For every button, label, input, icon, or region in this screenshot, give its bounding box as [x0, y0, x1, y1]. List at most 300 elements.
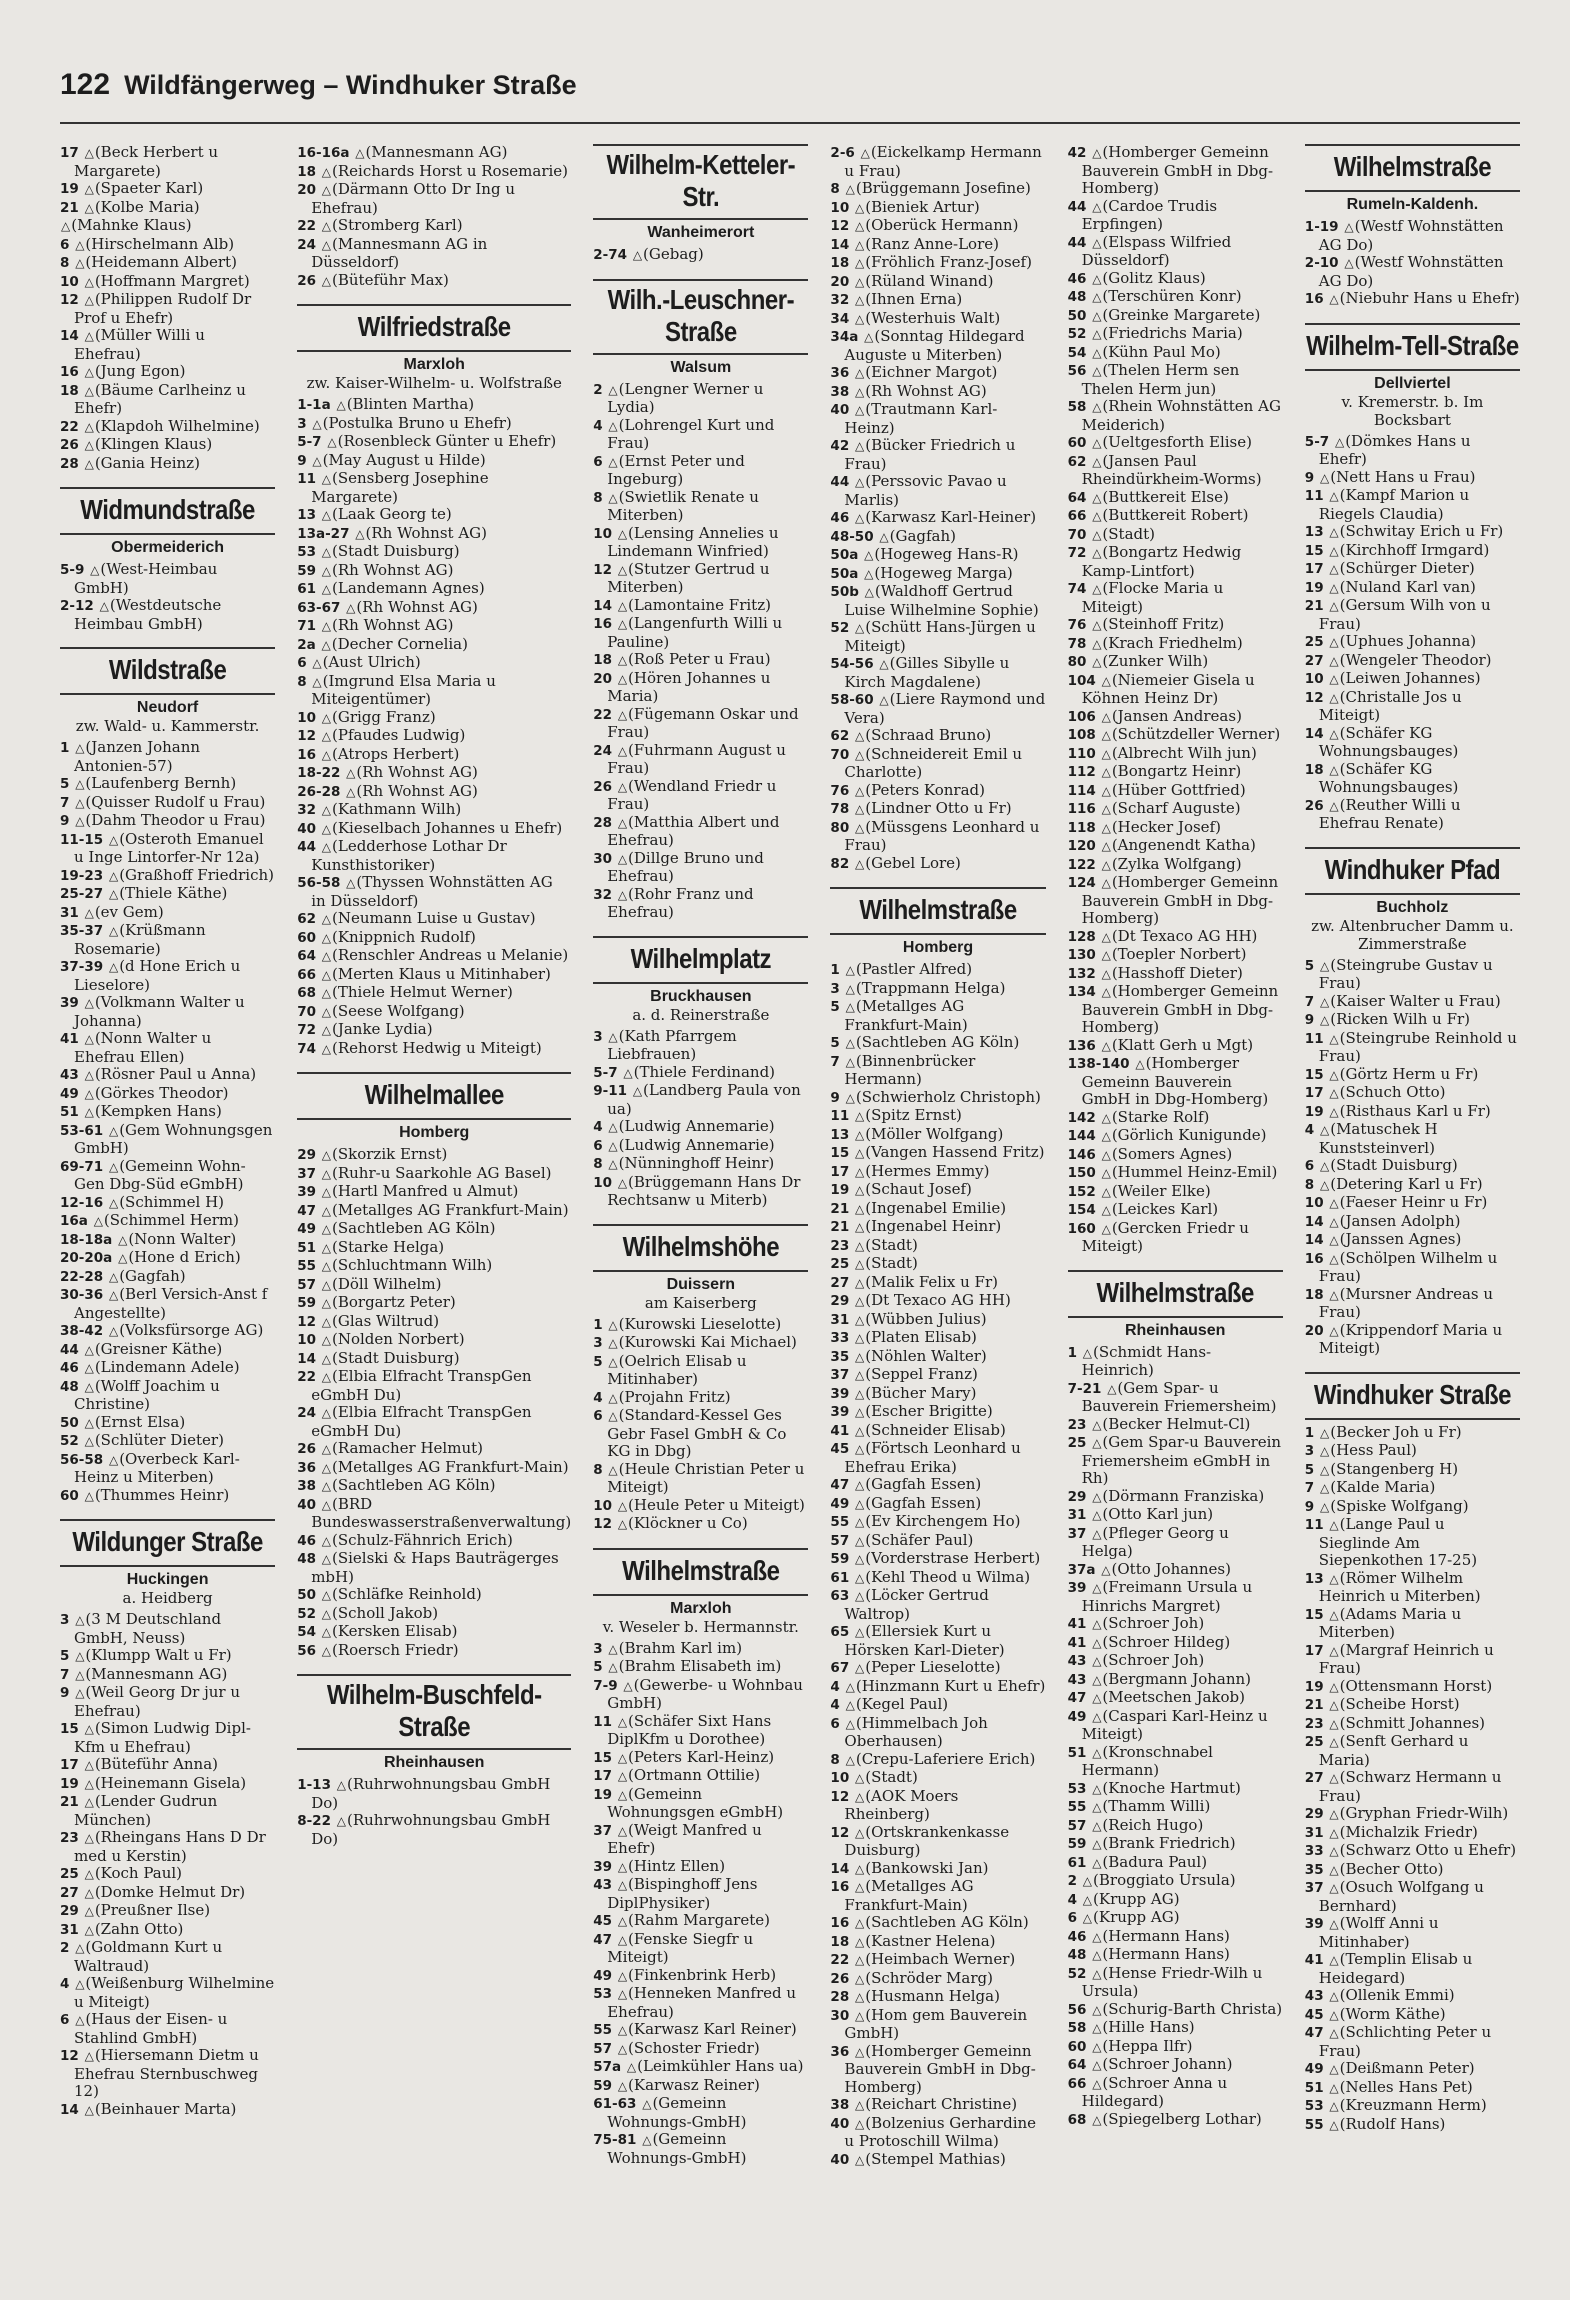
- house-number: 29: [297, 1147, 316, 1163]
- owner-name: (Schroer Hildeg): [1102, 1632, 1231, 1651]
- list-item: [297, 525, 571, 544]
- house-number: 10: [593, 525, 613, 542]
- owner-name: (Roersch Friedr): [332, 1640, 459, 1659]
- house-number: 2: [593, 381, 603, 398]
- owner-triangle-icon: △: [617, 1859, 628, 1874]
- house-number: 60: [1067, 2038, 1087, 2055]
- list-item: [830, 980, 1045, 999]
- owner-name: (Perssovic Pavao u Marlis): [844, 472, 1007, 509]
- street-name: Wilhelmplatz: [630, 943, 772, 975]
- owner-name: (Bücker Friedrich u Frau): [844, 436, 1016, 473]
- section-rule: [297, 1072, 571, 1074]
- street-name: Wilh.-Leuschner-Straße: [607, 284, 795, 348]
- owner-name: (Senft Gerhard u Maria): [1318, 1732, 1469, 1769]
- section-rule: [1305, 323, 1520, 325]
- owner-triangle-icon: △: [1329, 580, 1339, 595]
- owner-triangle-icon: △: [84, 182, 94, 196]
- list-item: [830, 1126, 1045, 1145]
- list-item: [297, 470, 571, 506]
- house-number: 75-81: [593, 2132, 637, 2148]
- list-item: [593, 1497, 808, 1516]
- section-rule: [1305, 369, 1520, 371]
- owner-triangle-icon: △: [1329, 635, 1339, 649]
- owner-name: (Osuch Wolfgang u Bernhard): [1318, 1878, 1484, 1915]
- list-item: [60, 922, 275, 958]
- owner-name: (Janke Lydia): [332, 1020, 433, 1038]
- list-item: [830, 1440, 1045, 1476]
- list-item: [60, 794, 275, 813]
- owner-triangle-icon: △: [75, 777, 85, 791]
- owner-name: (Gebel Lore): [865, 853, 961, 872]
- owner-triangle-icon: △: [321, 1533, 331, 1548]
- owner-triangle-icon: △: [608, 382, 618, 397]
- street-section: [60, 1519, 275, 2119]
- house-number: 29: [60, 1903, 79, 1919]
- owner-triangle-icon: △: [321, 986, 331, 1000]
- house-number: 50a: [830, 547, 859, 563]
- street-range: zw. Kaiser-Wilhelm- u. Wolfstraße: [306, 374, 562, 392]
- list-item: [1068, 1037, 1283, 1056]
- house-number: 6: [60, 2012, 70, 2028]
- owner-name: (Ricken Wilh u Fr): [1330, 1010, 1470, 1028]
- owner-triangle-icon: △: [84, 1758, 94, 1772]
- list-item: [830, 565, 1045, 584]
- house-number: 55: [297, 1258, 316, 1274]
- owner-triangle-icon: △: [1092, 327, 1102, 341]
- owner-triangle-icon: △: [1092, 146, 1102, 160]
- house-number: 14: [1304, 1232, 1324, 1248]
- list-item: [1305, 1805, 1520, 1824]
- owner-name: (Caspari Karl-Heinz u Miteigt): [1081, 1706, 1268, 1743]
- owner-name: (Michalzik Friedr): [1339, 1822, 1478, 1841]
- list-item: [1068, 453, 1283, 489]
- owner-name: (Schützdeller Werner): [1111, 725, 1281, 743]
- owner-name: (Skorzik Ernst): [332, 1145, 448, 1163]
- list-item: [1068, 325, 1283, 344]
- owner-triangle-icon: △: [855, 1771, 865, 1785]
- owner-name: (Eichner Margot): [865, 363, 998, 381]
- list-item: [60, 1212, 275, 1231]
- owner-triangle-icon: △: [84, 329, 94, 343]
- list-item: [830, 1053, 1045, 1089]
- owner-name: (Heule Peter u Miteigt): [628, 1495, 805, 1514]
- list-item: [1068, 1146, 1283, 1165]
- street-section: [1305, 1372, 1520, 2135]
- list-item: [830, 782, 1045, 801]
- owner-name: (Templin Elisab u Heidegard): [1318, 1950, 1473, 1987]
- owner-name: (Reichart Christine): [865, 2095, 1018, 2113]
- owner-triangle-icon: △: [1101, 1166, 1111, 1180]
- list-item: [297, 1220, 571, 1239]
- owner-name: (Oelrich Elisab u Mitinhaber): [607, 1351, 747, 1388]
- house-number: 52: [1067, 1965, 1087, 1982]
- owner-name: (Karwasz Karl Reiner): [628, 2020, 797, 2038]
- owner-triangle-icon: △: [321, 164, 331, 179]
- owner-name: (Wolff Joachim u Christine): [74, 1376, 220, 1413]
- house-number: 78: [1067, 635, 1087, 652]
- house-number: 9: [1304, 1012, 1315, 1028]
- owner-triangle-icon: △: [84, 1922, 94, 1937]
- list-item: [1305, 2079, 1520, 2098]
- section-rule: [593, 982, 808, 984]
- owner-triangle-icon: △: [321, 967, 331, 982]
- house-number: 27: [1304, 1770, 1324, 1786]
- house-number: 18-18a: [60, 1231, 113, 1248]
- house-number: 120: [1067, 838, 1096, 854]
- list-item: [60, 254, 275, 273]
- list-item: [1305, 1606, 1520, 1642]
- owner-triangle-icon: △: [845, 963, 855, 977]
- list-item: [830, 1550, 1045, 1569]
- list-item: [830, 1422, 1045, 1441]
- owner-triangle-icon: △: [1092, 364, 1102, 378]
- list-item: [1068, 270, 1283, 289]
- street-range: v. Weseler b. Hermannstr.: [602, 1617, 799, 1636]
- owner-name: (Hecker Josef): [1111, 817, 1221, 836]
- list-item: [1068, 819, 1283, 838]
- house-number: 46: [60, 1360, 79, 1376]
- owner-name: (Schurig-Barth Christa): [1102, 1999, 1283, 2018]
- list-item: [830, 1860, 1045, 1879]
- owner-triangle-icon: △: [617, 598, 628, 613]
- owner-name: (Flocke Maria u Miteigt): [1081, 579, 1224, 616]
- owner-triangle-icon: △: [855, 1405, 865, 1419]
- house-number: 16: [1304, 1250, 1324, 1267]
- list-item: [1305, 633, 1520, 652]
- list-item: [1068, 2019, 1283, 2038]
- directory-column: [60, 140, 275, 2290]
- house-number: 7-21: [1067, 1380, 1102, 1397]
- list-item: [1305, 1987, 1520, 2006]
- house-number: 39: [830, 1385, 850, 1402]
- owner-name: (Standard-Kessel Ges Gebr Fasel GmbH & Co KG in Dbg): [607, 1406, 787, 1460]
- owner-triangle-icon: △: [617, 743, 628, 758]
- owner-triangle-icon: △: [1092, 1508, 1102, 1522]
- owner-triangle-icon: △: [93, 1214, 103, 1228]
- house-number: 59: [297, 562, 316, 579]
- list-item: [593, 1713, 808, 1749]
- owner-name: (Mannesmann AG): [85, 1664, 228, 1683]
- district-name: Rheinhausen: [383, 1754, 485, 1771]
- list-item: [297, 1623, 571, 1642]
- owner-triangle-icon: △: [84, 1722, 94, 1736]
- owner-name: (Hinzmann Kurt u Ehefr): [855, 1676, 1046, 1695]
- owner-name: (Crepu-Laferiere Erich): [855, 1749, 1036, 1768]
- owner-triangle-icon: △: [1092, 2076, 1102, 2091]
- house-number: 28: [593, 814, 613, 831]
- house-number: 80: [1067, 654, 1087, 670]
- list-item: [593, 886, 808, 922]
- house-number: 3: [593, 1028, 603, 1045]
- owner-triangle-icon: △: [336, 398, 346, 412]
- list-item: [1068, 2111, 1283, 2130]
- owner-triangle-icon: △: [84, 1379, 94, 1394]
- owner-name: (Elbia Elfracht TranspGen eGmbH Du): [311, 1403, 532, 1440]
- owner-name: (Spaeter Karl): [94, 179, 204, 197]
- owner-name: (Schlüter Dieter): [94, 1431, 224, 1449]
- house-number: 26: [593, 778, 613, 795]
- owner-triangle-icon: △: [855, 1934, 865, 1949]
- owner-name: (Krach Friedhelm): [1102, 633, 1243, 652]
- list-item: [593, 1064, 808, 1083]
- house-number: 53-61: [60, 1122, 104, 1139]
- section-rule: [1305, 1418, 1520, 1420]
- owner-triangle-icon: △: [321, 1497, 331, 1512]
- section-rule: [60, 1565, 275, 1567]
- owner-name: (Müssgens Leonhard u Frau): [844, 817, 1040, 854]
- list-item: [60, 1666, 275, 1685]
- owner-triangle-icon: △: [864, 585, 874, 599]
- list-item: [297, 506, 571, 525]
- house-number: 1: [60, 740, 70, 756]
- house-number: 8: [830, 1751, 840, 1768]
- list-item: [297, 1040, 571, 1059]
- owner-name: (Mannesmann AG in Düsseldorf): [311, 234, 488, 271]
- owner-name: (Neumann Luise u Gustav): [332, 909, 536, 927]
- house-number: 57: [1067, 1817, 1087, 1834]
- house-number: 42: [1067, 145, 1087, 161]
- owner-name: (Metallges AG Frankfurt-Main): [332, 1200, 569, 1219]
- list-item: [593, 561, 808, 597]
- owner-triangle-icon: △: [1101, 673, 1111, 688]
- list-item: [297, 1532, 571, 1551]
- owner-triangle-icon: △: [608, 1462, 618, 1477]
- list-item: [1068, 198, 1283, 234]
- list-item: [830, 1678, 1045, 1697]
- owner-name: (Toepler Norbert): [1111, 945, 1247, 963]
- owner-name: (Döll Wilhelm): [332, 1274, 442, 1293]
- owner-triangle-icon: △: [617, 1787, 628, 1802]
- owner-name: (Volksfürsorge AG): [119, 1321, 264, 1339]
- house-number: 38: [297, 1478, 316, 1494]
- list-item: [1068, 1220, 1283, 1256]
- owner-name: (Worm Käthe): [1339, 2004, 1446, 2023]
- house-number: 61: [297, 581, 316, 597]
- owner-name: (Bergmann Johann): [1102, 1669, 1252, 1688]
- owner-triangle-icon: △: [1092, 1966, 1102, 1981]
- owner-name: (Schaut Josef): [865, 1180, 972, 1198]
- house-number: 3: [297, 415, 307, 432]
- list-item: [60, 1268, 275, 1287]
- owner-name: (Kronschnabel Hermann): [1081, 1742, 1213, 1779]
- list-item: [297, 709, 571, 728]
- house-number: 40: [830, 402, 850, 418]
- house-number: 43: [593, 1877, 613, 1893]
- house-number: 39: [1304, 1916, 1324, 1932]
- owner-name: (Ludwig Annemarie): [618, 1135, 775, 1154]
- list-item: [593, 2131, 808, 2167]
- house-number: 57: [297, 1276, 316, 1293]
- owner-triangle-icon: △: [855, 1164, 865, 1179]
- owner-name: (Dörmann Franziska): [1102, 1486, 1265, 1505]
- owner-name: (Becher Otto): [1339, 1859, 1444, 1878]
- list-item: [1068, 1946, 1283, 1965]
- list-item: [1305, 761, 1520, 797]
- owner-name: (Laufenberg Bernh): [85, 774, 237, 792]
- house-number: 59: [297, 1295, 316, 1311]
- owner-name: (Broggiato Ursula): [1093, 1871, 1236, 1889]
- house-number: 6: [593, 1408, 603, 1424]
- street-name: Wilfriedstraße: [357, 311, 511, 343]
- owner-triangle-icon: △: [617, 851, 628, 866]
- house-number: 22: [297, 218, 316, 234]
- owner-triangle-icon: △: [855, 1349, 865, 1364]
- list-item: [830, 583, 1045, 619]
- owner-name: (Stadt): [865, 1235, 918, 1254]
- owner-triangle-icon: △: [346, 766, 356, 780]
- owner-triangle-icon: △: [855, 1533, 865, 1548]
- owner-name: (Ev Kirchengem Ho): [865, 1512, 1021, 1530]
- house-number: 59: [830, 1551, 850, 1567]
- owner-name: (Greisner Käthe): [94, 1339, 223, 1358]
- owner-triangle-icon: △: [321, 1606, 331, 1621]
- list-item: [830, 180, 1045, 199]
- owner-name: (Gilles Sibylle u Kirch Magdalene): [844, 654, 1010, 691]
- owner-triangle-icon: △: [1101, 1038, 1111, 1053]
- house-number: 22: [593, 706, 613, 723]
- list-item: [830, 1769, 1045, 1788]
- owner-name: (Ruhr-u Saarkohle AG Basel): [332, 1163, 552, 1182]
- owner-triangle-icon: △: [855, 1971, 865, 1986]
- owner-name: (Uphues Johanna): [1339, 632, 1477, 650]
- owner-triangle-icon: △: [75, 795, 85, 810]
- house-number: 18: [593, 652, 613, 668]
- list-item: [1305, 1103, 1520, 1122]
- owner-name: (Ingenabel Heinr): [865, 1217, 1002, 1235]
- owner-triangle-icon: △: [617, 617, 628, 631]
- owner-name: (Spiske Wolfgang): [1330, 1496, 1469, 1515]
- list-item: [1068, 1671, 1283, 1690]
- list-item: [1068, 745, 1283, 764]
- house-number: 5: [830, 999, 840, 1015]
- list-item: [297, 1276, 571, 1295]
- owner-triangle-icon: △: [61, 219, 71, 233]
- owner-triangle-icon: △: [355, 526, 365, 541]
- list-item: [830, 1933, 1045, 1952]
- house-number: 25: [1067, 1435, 1087, 1451]
- street-section: [1068, 1270, 1283, 2130]
- owner-triangle-icon: △: [617, 1769, 628, 1783]
- list-item: [297, 181, 571, 217]
- owner-name: (Swietlik Renate u Miterben): [607, 487, 759, 524]
- street-range: v. Kremerstr. b. Im Bocksbart: [1341, 392, 1484, 429]
- owner-triangle-icon: △: [346, 876, 356, 890]
- owner-name: (Ludwig Annemarie): [618, 1117, 775, 1135]
- house-number: 38: [830, 383, 850, 400]
- owner-triangle-icon: △: [1092, 1526, 1102, 1541]
- owner-name: (ev Gem): [94, 902, 164, 921]
- house-number: 122: [1067, 856, 1096, 873]
- list-item: [297, 966, 571, 985]
- owner-name: (Stadt Duisburg): [1330, 1156, 1458, 1174]
- owner-triangle-icon: △: [99, 599, 109, 613]
- owner-triangle-icon: △: [642, 2097, 652, 2111]
- house-number: 4: [593, 1119, 603, 1135]
- house-number: 31: [60, 904, 79, 921]
- street-section: [60, 487, 275, 633]
- list-item: [1305, 725, 1520, 761]
- owner-triangle-icon: △: [1092, 1489, 1102, 1504]
- owner-triangle-icon: △: [855, 802, 865, 816]
- owner-name: (Kurowski Kai Michael): [618, 1333, 797, 1351]
- house-number: 20: [1304, 1322, 1324, 1339]
- owner-triangle-icon: △: [1329, 2007, 1339, 2022]
- house-number: 5: [60, 1648, 70, 1664]
- list-item: [1305, 1479, 1520, 1498]
- owner-name: (Overbeck Karl-Heinz u Miterben): [74, 1449, 240, 1486]
- owner-name: (Hom gem Bauverein GmbH): [844, 2005, 1028, 2042]
- owner-name: (Karwasz Karl-Heiner): [865, 508, 1037, 526]
- house-number: 49: [1067, 1708, 1087, 1725]
- list-item: [593, 814, 808, 850]
- owner-triangle-icon: △: [321, 545, 331, 559]
- owner-name: (Rh Wohnst AG): [356, 597, 478, 616]
- owner-triangle-icon: △: [1319, 1462, 1330, 1477]
- owner-name: (Meetschen Jakob): [1102, 1688, 1246, 1706]
- owner-name: (Hummel Heinz-Emil): [1111, 1163, 1278, 1181]
- owner-triangle-icon: △: [845, 1679, 855, 1694]
- owner-triangle-icon: △: [1101, 709, 1111, 724]
- list-item: [830, 2096, 1045, 2115]
- house-number: 66: [297, 966, 316, 983]
- house-number: 22: [830, 1952, 850, 1968]
- owner-name: (Schäfer KG Wohnungsbauges): [1318, 723, 1459, 760]
- section-rule: [60, 1519, 275, 1521]
- house-number: 21: [1304, 598, 1324, 614]
- owner-name: (Brüggemann Hans Dr Rechtsanw u Miterb): [607, 1172, 801, 1209]
- list-item: [1068, 526, 1283, 545]
- house-number: 13: [830, 1126, 850, 1143]
- owner-name: (Ranz Anne-Lore): [865, 234, 999, 253]
- owner-triangle-icon: △: [855, 2152, 865, 2167]
- list-item: [1305, 1769, 1520, 1805]
- house-number: 118: [1067, 819, 1096, 836]
- house-number: 12: [593, 561, 613, 578]
- house-number: 62: [297, 911, 316, 927]
- list-item: [830, 546, 1045, 565]
- house-number: 16: [830, 1915, 850, 1931]
- owner-name: (Kirchhoff Irmgard): [1339, 540, 1490, 559]
- owner-name: (Förtsch Leonhard u Ehefrau Erika): [844, 1439, 1021, 1476]
- owner-triangle-icon: △: [623, 1065, 633, 1080]
- house-number: 13: [297, 507, 316, 523]
- owner-name: (Lohrengel Kurt und Frau): [607, 415, 775, 452]
- owner-triangle-icon: △: [845, 1698, 855, 1712]
- house-number: 40: [297, 820, 316, 837]
- house-number: 12: [593, 1516, 613, 1532]
- house-number: 2: [60, 1940, 70, 1956]
- owner-triangle-icon: △: [1329, 1196, 1339, 1210]
- owner-triangle-icon: △: [1092, 290, 1102, 304]
- owner-name: (Kaiser Walter u Frau): [1330, 991, 1501, 1010]
- list-item: [1068, 1506, 1283, 1525]
- list-item: [60, 1286, 275, 1322]
- owner-name: (Wengeler Theodor): [1339, 650, 1492, 669]
- owner-triangle-icon: △: [84, 1776, 94, 1791]
- owner-triangle-icon: △: [855, 511, 865, 525]
- house-number: 5: [1304, 1461, 1315, 1478]
- list-item: [297, 1313, 571, 1332]
- list-item: [60, 867, 275, 886]
- house-number: 18: [297, 163, 316, 180]
- list-item: [1068, 1634, 1283, 1653]
- list-item: [593, 1118, 808, 1137]
- list-item: [830, 1824, 1045, 1860]
- owner-triangle-icon: △: [855, 1589, 865, 1603]
- house-number: 52: [60, 1433, 79, 1449]
- list-item: [593, 615, 808, 651]
- house-number: 134: [1067, 984, 1096, 1000]
